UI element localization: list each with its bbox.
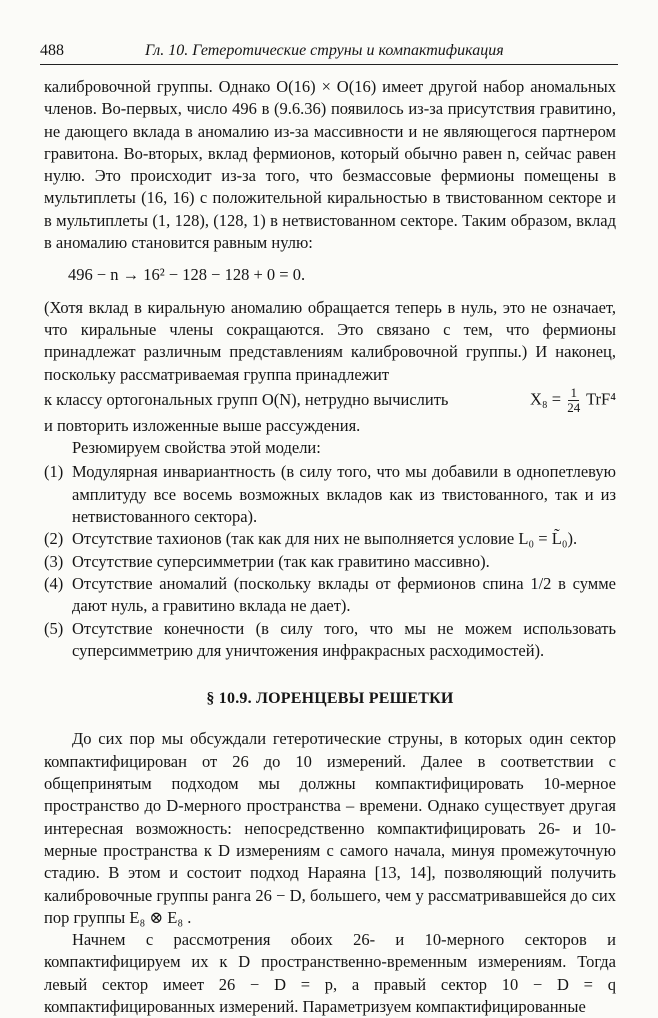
anomaly-formula: 496 − n → 16² − 128 − 128 + 0 = 0.	[68, 265, 306, 285]
list-item-text: Отсутствие аномалий (поскольку вклады от фермионов спина 1/2 в сумме дают нуль, а гравитино вклада не дает).	[72, 573, 616, 616]
list-item-text: Отсутствие конечности (в силу того, что мы не можем использовать суперсимметрию для уничтожения инфракрасных расходимостей).	[72, 618, 616, 660]
paragraph-2: (Хотя вклад в киральную аномалию обращается теперь в нуль, это не означает, что киральные члены сокращаются. Это связано с тем, что фермионы принадлежат различным представлениям калибровочной группы.) И наконец, поскольку рассматриваемая группа принадлежит	[44, 297, 616, 384]
paragraph-5: До сих пор мы обсуждали гетеротические струны, в которых один сектор компактифицирован от 26 до 10 измерений. Далее в соответствии с общепринятым подходом мы должны компактифицировать 10-мерное пространство до D-мерного пространства – времени. Однако существует другая интересная возможность: непосредственно компактифицировать 26- и 10-мерные пространства к D измерениям с самого начала, минуя промежуточную стадию. В этом и состоит подход Нараяна [13, 14], позволяющий получить калибровочные группы ранга 26 − D, большего, чем у рассматривавшейся до сих пор группы E₈ ⊗ E₈ .	[44, 729, 616, 927]
list-item-number: (5)	[44, 618, 64, 638]
x8-rhs: TrF⁴	[586, 389, 616, 409]
running-header	[40, 40, 618, 65]
page-body	[44, 76, 616, 1018]
list-item-number: (2)	[44, 529, 64, 549]
fraction-denominator: 24	[567, 399, 581, 415]
list-item-number: (3)	[44, 551, 64, 571]
paragraph-3: и повторить изложенные выше рассуждения.	[44, 415, 361, 435]
list-item-number: (1)	[44, 462, 64, 482]
list-item-text: Отсутствие тахионов (так как для них не выполняется условие L₀ = L̃₀).	[72, 529, 578, 549]
list-item	[44, 528, 616, 550]
paragraph-1: калибровочной группы. Однако O(16) × O(16) имеет другой набор аномальных членов. Во-первых, число 496 в (9.6.36) появилось из-за присутствия гравитино, не дающего вклада в аномалию из-за массивности и не являющегося партнером гравитона. Во-вторых, вклад фермионов, который обычно равен n, сейчас равен нулю. Это происходит из-за того, что безмассовые фермионы помещены в мультиплеты (16, 16) с положительной киральностью в твистованном секторе и в мультиплеты (1, 128), (128, 1) в нетвистованном секторе. Таким образом, вклад в аномалию становится равным нулю:	[44, 77, 616, 253]
properties-list	[44, 461, 616, 662]
running-title: Гл. 10. Гетеротические струны и компактификация	[145, 42, 504, 59]
fraction-numerator: 1	[570, 384, 577, 400]
list-item	[44, 461, 616, 528]
page-number: 488	[40, 42, 64, 59]
fraction	[567, 386, 580, 415]
list-item-number: (4)	[44, 573, 64, 593]
paragraph-2-last-line	[44, 386, 616, 415]
list-item	[44, 573, 616, 618]
paragraph-2-last-text: к классу ортогональных групп O(N), нетрудно вычислить	[44, 390, 449, 410]
x8-formula	[530, 386, 616, 415]
paragraph-4: Резюмируем свойства этой модели:	[72, 438, 321, 458]
x8-lhs: X₈ =	[530, 389, 562, 409]
list-item-text: Отсутствие суперсимметрии (так как гравитино массивно).	[72, 551, 490, 571]
list-item-text: Модулярная инвариантность (в силу того, что мы добавили в однопетлевую амплитуду все восемь возможных вкладов как из твистованного, так и из нетвистованного сектора).	[72, 462, 616, 527]
list-item	[44, 618, 616, 663]
list-item	[44, 551, 616, 573]
section-heading: § 10.9. ЛОРЕНЦЕВЫ РЕШЕТКИ	[206, 690, 454, 708]
paragraph-6: Начнем с рассмотрения обоих 26- и 10-мерного секторов и компактифицируем их к D пространственно-временным измерениям. Тогда левый сектор имеет 26 − D = p, а правый сектор 10 − D = q компактифицированных измерений. Параметризуем компактифицированные	[44, 930, 616, 1016]
